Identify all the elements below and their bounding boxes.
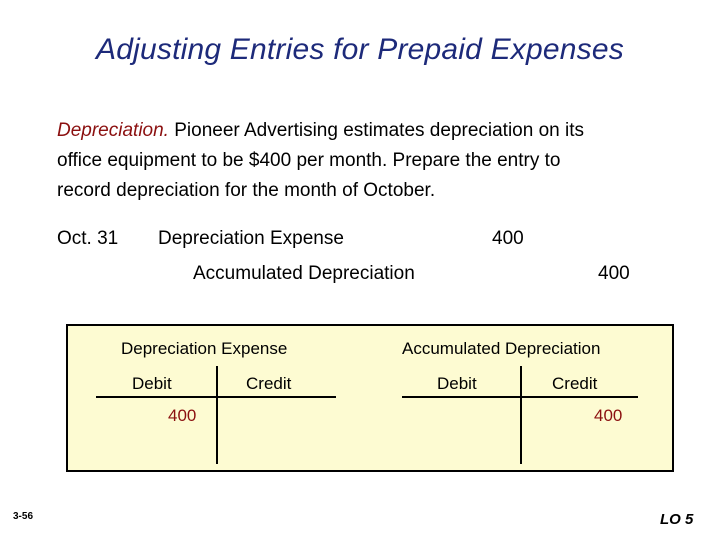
t-account-1-divider bbox=[216, 366, 218, 464]
entry-debit-amount: 400 bbox=[492, 228, 524, 249]
t-account-2-credit-value: 400 bbox=[594, 406, 623, 425]
t-account-1-debit-label: Debit bbox=[132, 374, 172, 393]
problem-line-1: Pioneer Advertising estimates depreciation on its bbox=[168, 120, 585, 141]
entry-date: Oct. 31 bbox=[57, 228, 119, 249]
entry-credit-account: Accumulated Depreciation bbox=[193, 263, 415, 284]
t-account-2-name: Accumulated Depreciation bbox=[402, 339, 601, 358]
t-account-2-debit-label: Debit bbox=[437, 374, 477, 393]
t-account-1-name: Depreciation Expense bbox=[121, 339, 288, 358]
t-account-1-debit-value: 400 bbox=[168, 406, 197, 425]
problem-statement bbox=[57, 116, 697, 206]
slide-title: Adjusting Entries for Prepaid Expenses bbox=[96, 33, 624, 66]
t-account-2-credit-label: Credit bbox=[552, 374, 598, 393]
page-number: 3-56 bbox=[13, 511, 34, 522]
entry-credit-amount: 400 bbox=[598, 263, 630, 284]
t-account-1-credit-label: Credit bbox=[246, 374, 292, 393]
problem-line-3: record depreciation for the month of October. bbox=[57, 180, 436, 201]
problem-lead: Depreciation. bbox=[57, 120, 169, 141]
t-account-2-divider bbox=[520, 366, 522, 464]
learning-objective-label: LO 5 bbox=[660, 511, 694, 528]
entry-debit-account: Depreciation Expense bbox=[158, 228, 344, 249]
problem-line-2: office equipment to be $400 per month. Prepare the entry to bbox=[57, 150, 561, 171]
